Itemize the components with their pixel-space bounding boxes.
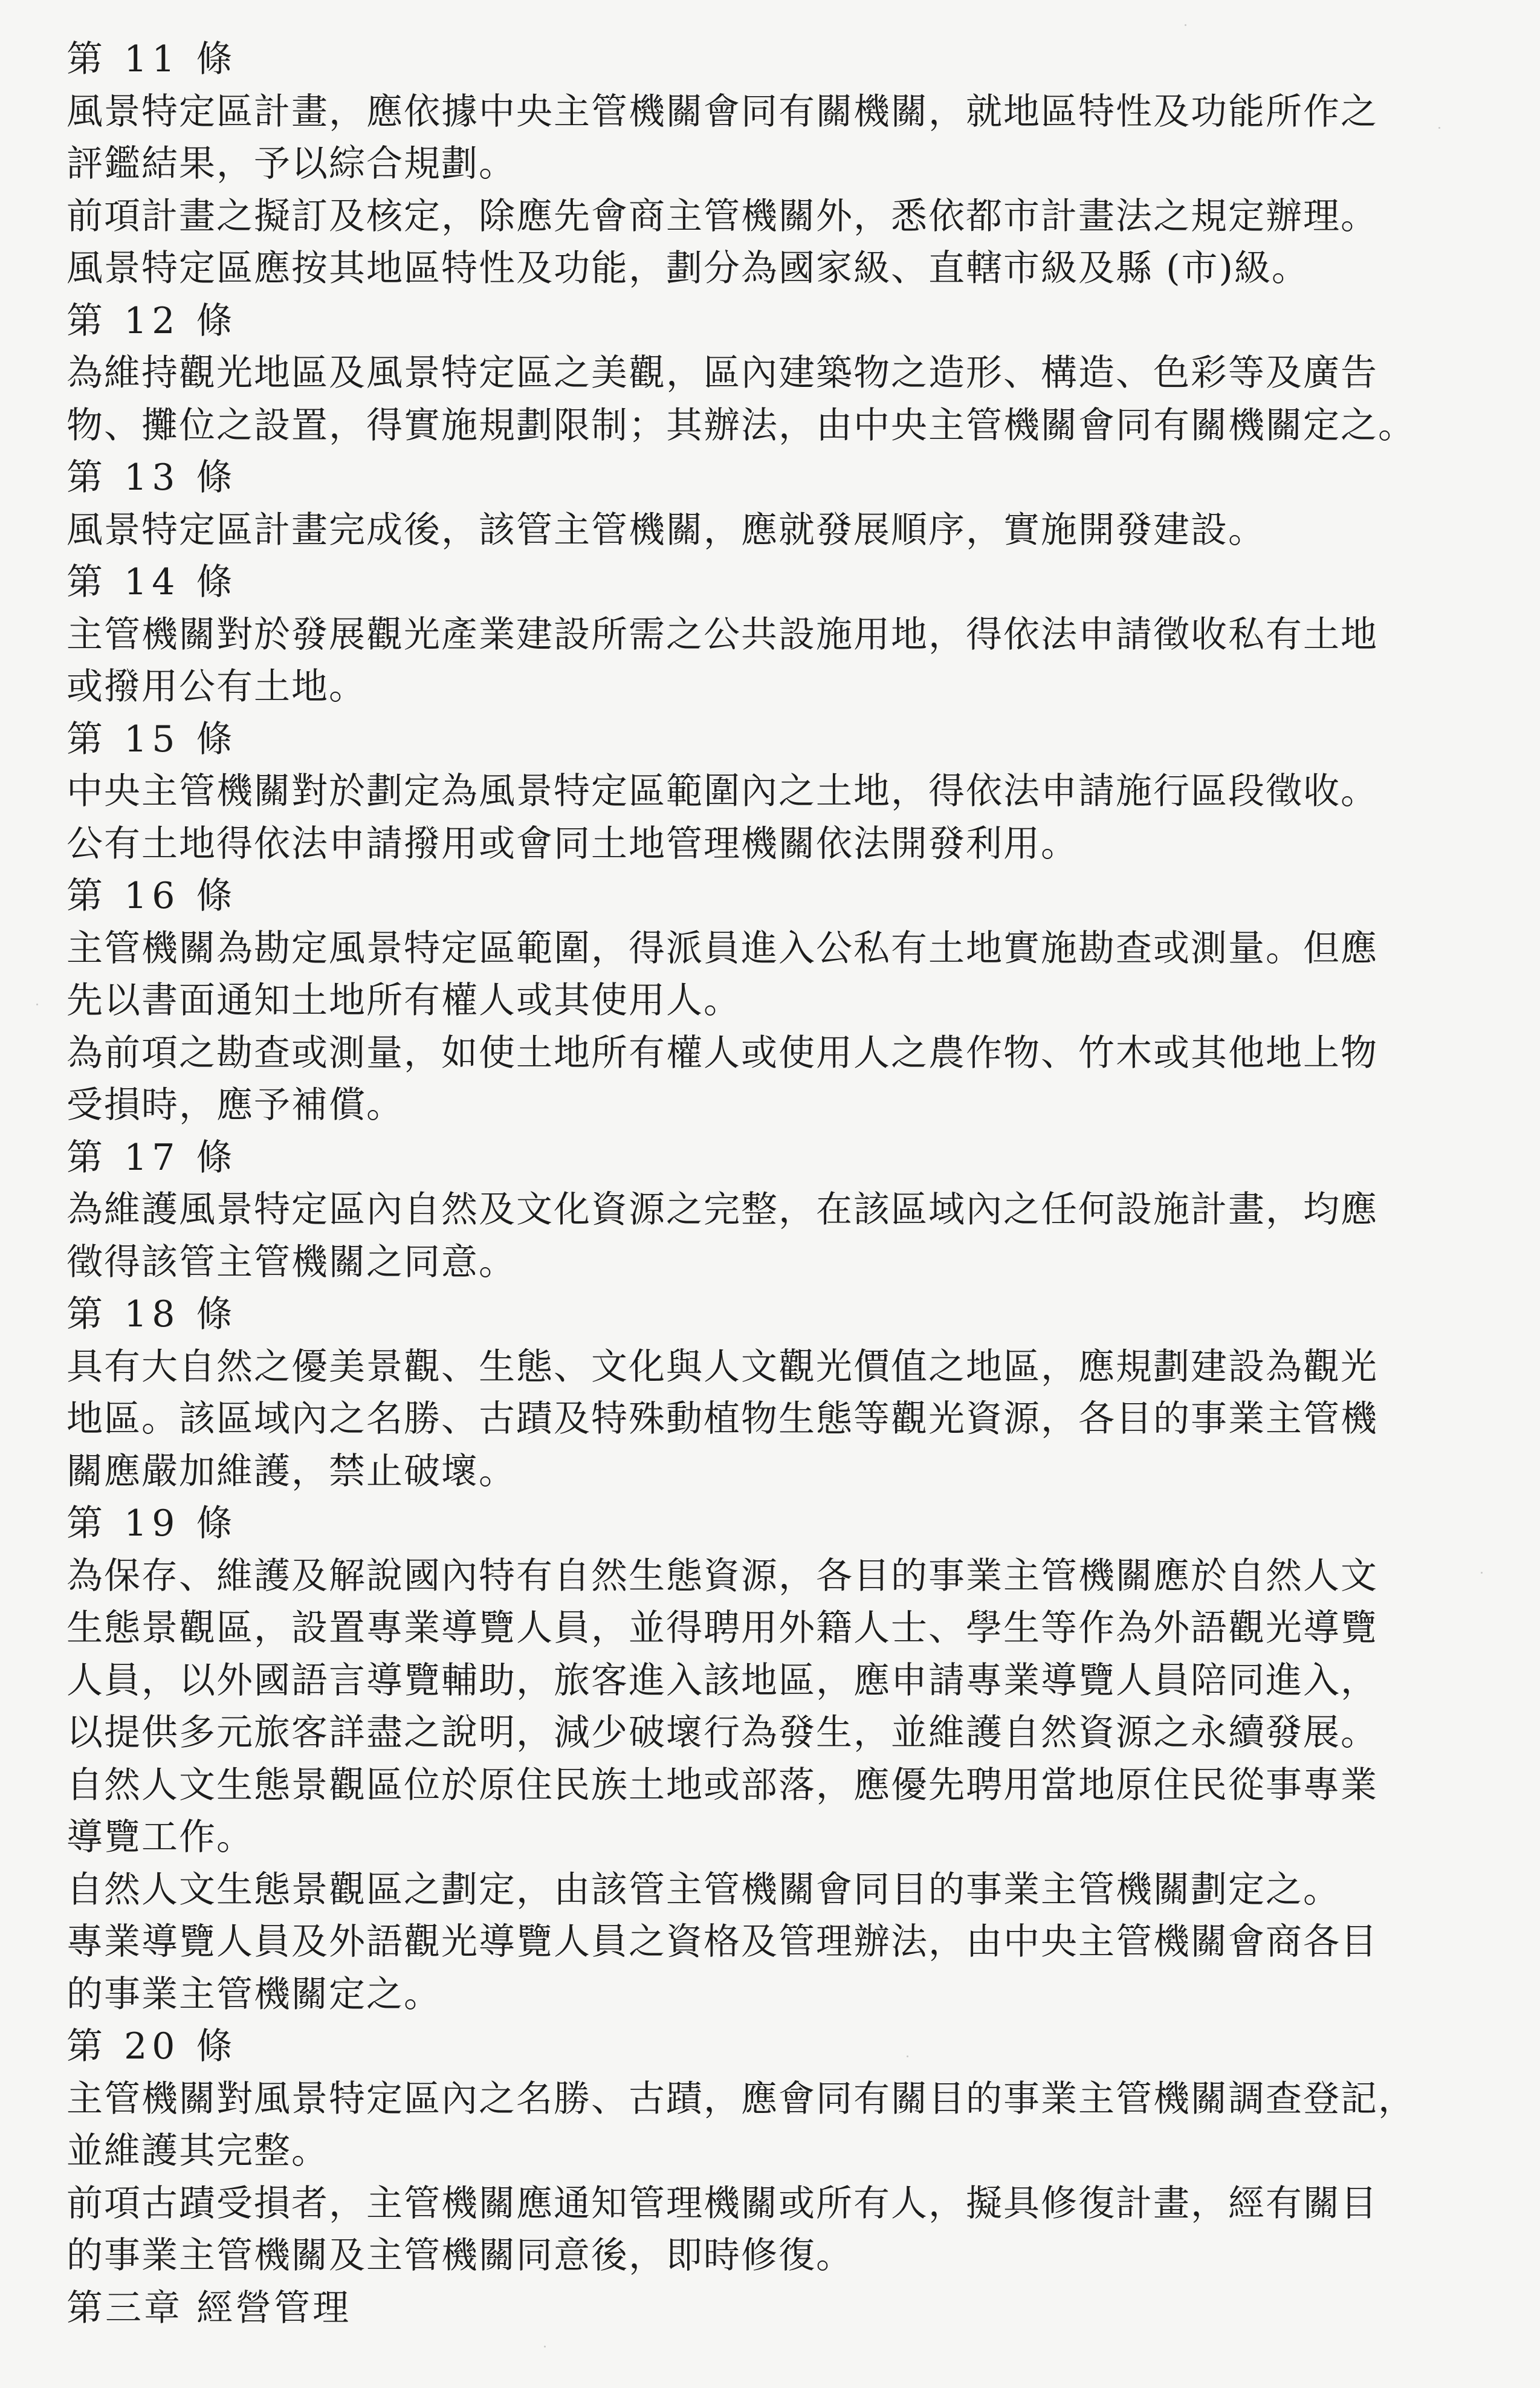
text-line: 中央主管機關對於劃定為風景特定區範圍內之土地，得依法申請施行區段徵收。: [66, 770, 1378, 813]
scan-speck: [544, 2346, 546, 2347]
text-line: 受損時，應予補償。: [66, 1084, 404, 1126]
scan-speck: [36, 1004, 38, 1005]
scan-speck: [1185, 24, 1186, 26]
text-line: 為維持觀光地區及風景特定區之美觀，區內建築物之造形、構造、色彩等及廣告: [66, 352, 1378, 394]
text-line: 的事業主管機關及主管機關同意後，即時修復。: [66, 2234, 853, 2277]
article-heading: 第 14 條: [66, 561, 238, 603]
text-line: 為前項之勘查或測量，如使土地所有權人或使用人之農作物、竹木或其他地上物: [66, 1031, 1378, 1074]
text-line: 自然人文生態景觀區之劃定，由該管主管機關會同目的事業主管機關劃定之。: [66, 1868, 1341, 1911]
text-line: 為保存、維護及解說國內特有自然生態資源，各目的事業主管機關應於自然人文: [66, 1554, 1378, 1597]
text-line: 前項古蹟受損者，主管機關應通知管理機關或所有人，擬具修復計畫，經有關目: [66, 2182, 1378, 2225]
scan-speck: [1438, 127, 1440, 129]
text-line: 關應嚴加維護，禁止破壞。: [66, 1450, 516, 1493]
article-heading: 第 17 條: [66, 1136, 238, 1179]
text-line: 專業導覽人員及外語觀光導覽人員之資格及管理辦法，由中央主管機關會商各目: [66, 1921, 1378, 1963]
text-line: 生態景觀區，設置專業導覽人員，並得聘用外籍人士、學生等作為外語觀光導覽: [66, 1607, 1378, 1649]
article-heading: 第 20 條: [66, 2025, 238, 2068]
text-line: 風景特定區計畫完成後，該管主管機關，應就發展順序，實施開發建設。: [66, 508, 1266, 551]
text-line: 或撥用公有土地。: [66, 666, 366, 708]
article-heading: 第 11 條: [66, 38, 238, 80]
text-line: 主管機關為勘定風景特定區範圍，得派員進入公私有土地實施勘查或測量。但應: [66, 927, 1378, 970]
article-heading: 第 16 條: [66, 875, 238, 917]
scan-speck: [1481, 1572, 1483, 1574]
article-heading: 第 15 條: [66, 718, 238, 761]
text-line: 評鑑結果，予以綜合規劃。: [66, 143, 516, 185]
text-line: 前項計畫之擬訂及核定，除應先會商主管機關外，悉依都市計畫法之規定辦理。: [66, 195, 1378, 238]
text-line: 風景特定區計畫，應依據中央主管機關會同有關機關，就地區特性及功能所作之: [66, 90, 1378, 133]
text-line: 並維護其完整。: [66, 2130, 329, 2172]
text-line: 先以書面通知土地所有權人或其使用人。: [66, 979, 741, 1022]
text-line: 人員，以外國語言導覽輔助，旅客進入該地區，應申請專業導覽人員陪同進入，: [66, 1659, 1378, 1702]
text-line: 主管機關對於發展觀光產業建設所需之公共設施用地，得依法申請徵收私有土地: [66, 613, 1378, 656]
article-heading: 第 12 條: [66, 299, 238, 342]
text-line: 風景特定區應按其地區特性及功能，劃分為國家級、直轄市級及縣 (市)級。: [66, 247, 1309, 290]
text-line: 具有大自然之優美景觀、生態、文化與人文觀光價值之地區，應規劃建設為觀光: [66, 1345, 1378, 1388]
text-line: 為維護風景特定區內自然及文化資源之完整，在該區域內之任何設施計畫，均應: [66, 1189, 1378, 1231]
text-line: 以提供多元旅客詳盡之說明，減少破壞行為發生，並維護自然資源之永續發展。: [66, 1712, 1378, 1754]
text-line: 導覽工作。: [66, 1816, 254, 1858]
scan-speck: [907, 2055, 908, 2057]
chapter-heading: 第三章 經營管理: [66, 2286, 352, 2329]
text-line: 主管機關對風景特定區內之名勝、古蹟，應會同有關目的事業主管機關調查登記，: [66, 2077, 1415, 2120]
text-line: 徵得該管主管機關之同意。: [66, 1241, 516, 1283]
article-heading: 第 18 條: [66, 1293, 238, 1335]
text-line: 自然人文生態景觀區位於原住民族土地或部落，應優先聘用當地原住民從事專業: [66, 1763, 1378, 1806]
text-line: 地區。該區域內之名勝、古蹟及特殊動植物生態等觀光資源，各目的事業主管機: [66, 1398, 1378, 1440]
text-line: 的事業主管機關定之。: [66, 1973, 441, 2016]
article-heading: 第 13 條: [66, 456, 238, 499]
article-heading: 第 19 條: [66, 1502, 238, 1545]
text-line: 公有土地得依法申請撥用或會同土地管理機關依法開發利用。: [66, 822, 1078, 865]
text-line: 物、攤位之設置，得實施規劃限制；其辦法，由中央主管機關會同有關機關定之。: [66, 404, 1415, 447]
